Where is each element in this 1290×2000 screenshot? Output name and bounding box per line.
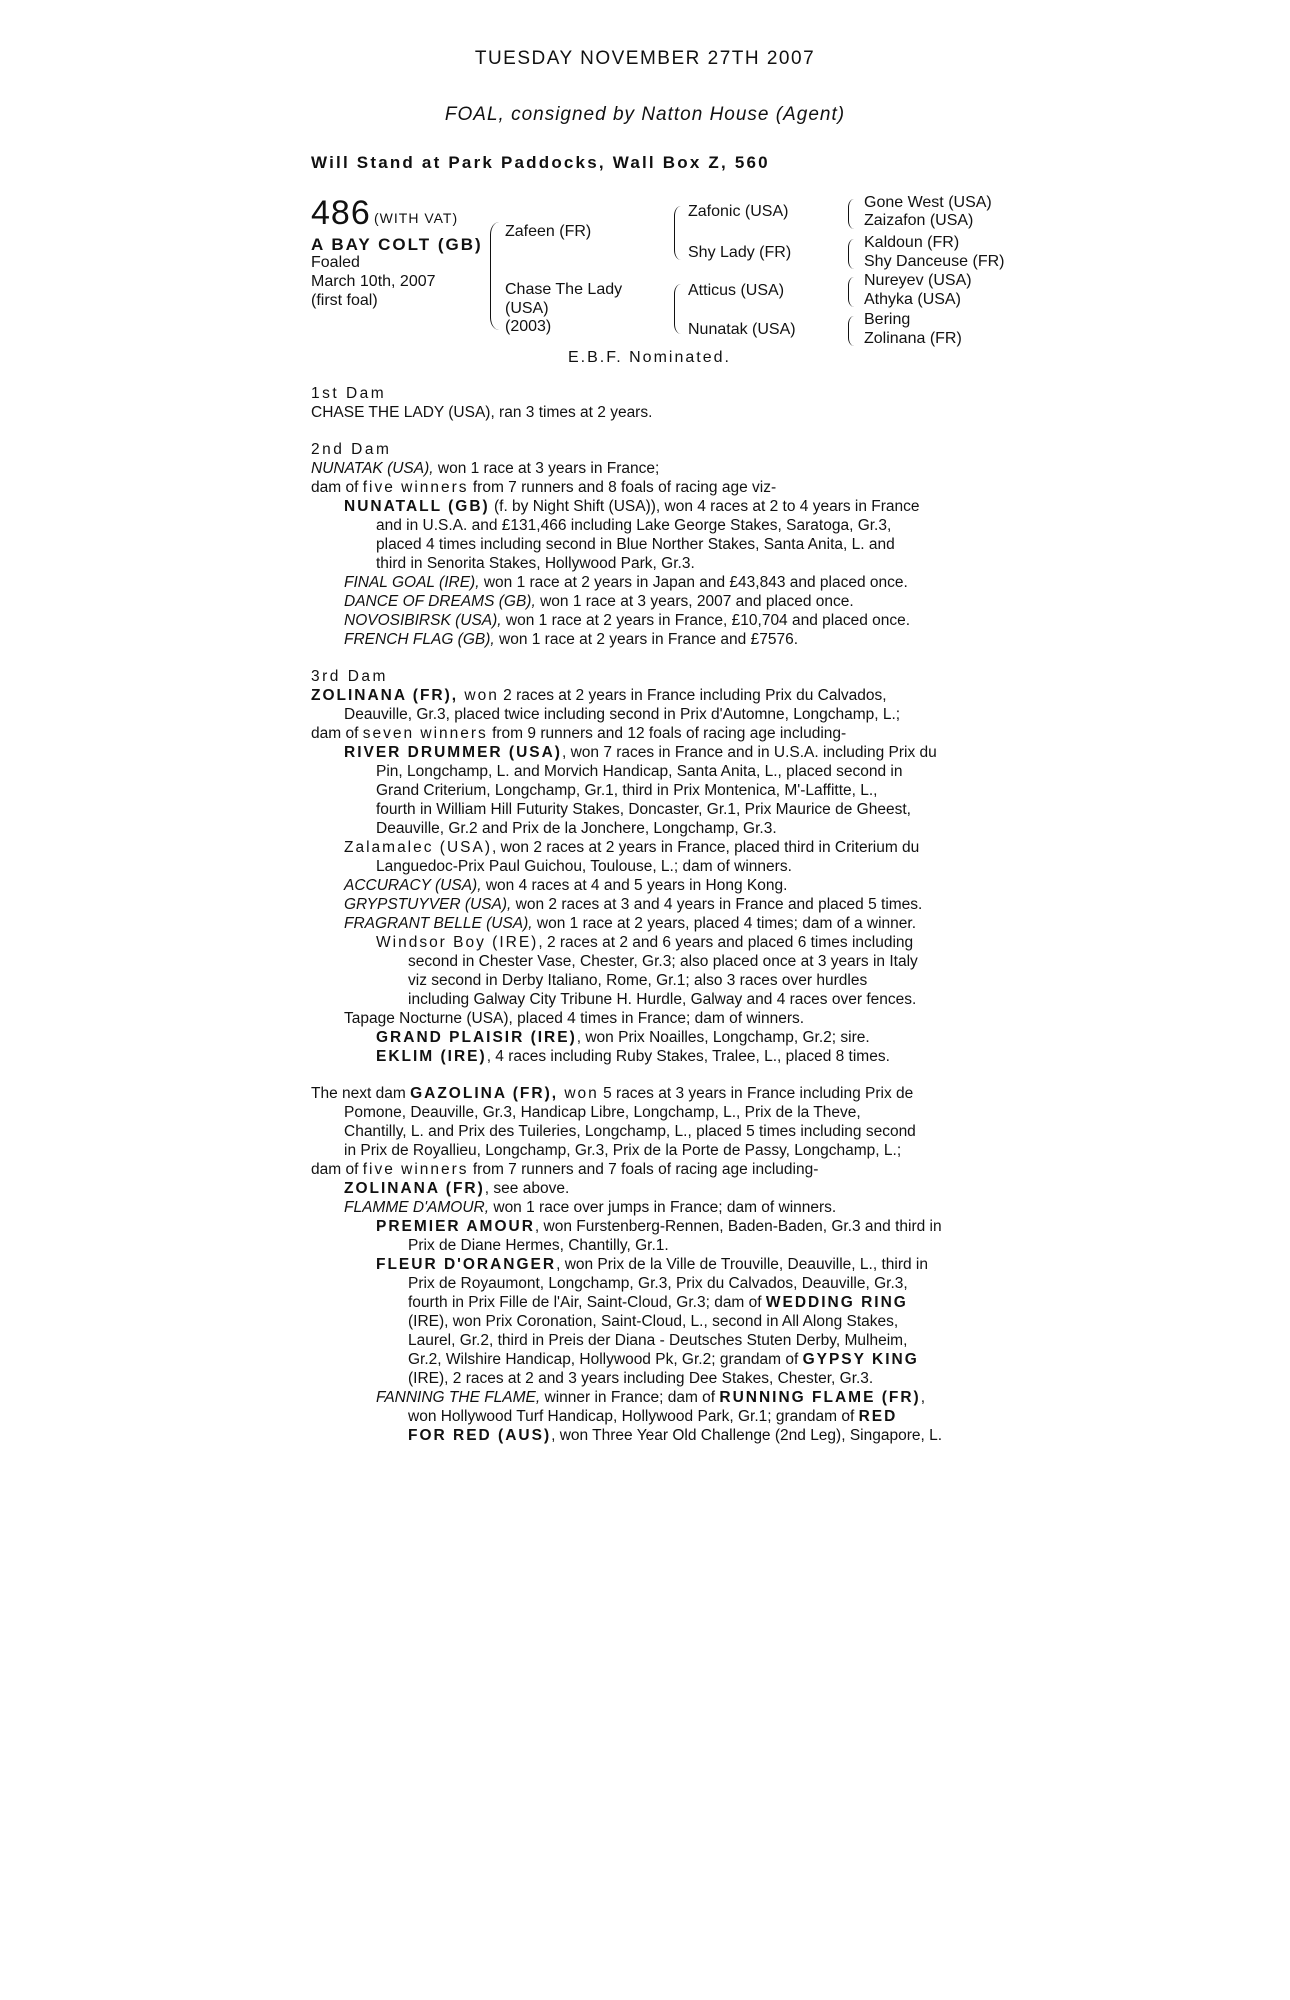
foaled-date: March 10th, 2007	[311, 273, 436, 290]
grand-produce-entry: PREMIER AMOUR, won Furstenberg-Rennen, Baden-Baden, Gr.3 and third in	[376, 1218, 942, 1235]
grand-produce-continuation: second in Chester Vase, Chester, Gr.3; also placed once at 3 years in Italy	[408, 953, 918, 970]
produce-entry-continuation: Languedoc-Prix Paul Guichou, Toulouse, L.; dam of winners.	[376, 858, 792, 875]
grand-produce-continuation: including Galway City Tribune H. Hurdle, Galway and 4 races over fences.	[408, 991, 917, 1008]
pedigree-dss: Nureyev (USA)	[864, 272, 972, 289]
produce-entry-continuation: Deauville, Gr.2 and Prix de la Jonchere, Longchamp, Gr.3.	[376, 820, 777, 837]
produce-entry: RIVER DRUMMER (USA), won 7 races in France and in U.S.A. including Prix du	[344, 744, 937, 761]
lot-number: 486	[311, 194, 371, 232]
pedigree-dds: Bering	[864, 311, 911, 328]
pedigree-ssd: Zaizafon (USA)	[864, 212, 974, 229]
third-dam-produce-summary: dam of seven winners from 9 runners and 12 foals of racing age including-	[311, 725, 847, 742]
pedigree-sire-sire: Zafonic (USA)	[688, 203, 789, 220]
stand-location: Will Stand at Park Paddocks, Wall Box Z, 560	[311, 153, 770, 172]
pedigree-dam-country: (USA)	[505, 300, 549, 317]
pedigree-dam-sire: Atticus (USA)	[688, 282, 785, 299]
third-dam-title: 3rd Dam	[311, 668, 388, 685]
grand-produce-continuation: viz second in Derby Italiano, Rome, Gr.1; also 3 races over hurdles	[408, 972, 868, 989]
next-dam-continuation: Pomone, Deauville, Gr.3, Handicap Libre, Longchamp, L., Prix de la Theve,	[344, 1104, 861, 1121]
produce-entry: Tapage Nocturne (USA), placed 4 times in France; dam of winners.	[344, 1010, 805, 1027]
next-dam-continuation: in Prix de Royallieu, Longchamp, Gr.3, Prix de la Porte de Passy, Longchamp, L.;	[344, 1142, 902, 1159]
pedigree-dam-name: Chase The Lady	[505, 281, 623, 298]
grand-produce-continuation: won Hollywood Turf Handicap, Hollywood Park, Gr.1; grandam of RED	[408, 1408, 898, 1425]
pedigree-sire: Zafeen (FR)	[505, 223, 592, 240]
produce-entry: Zalamalec (USA), won 2 races at 2 years in France, placed third in Criterium du	[344, 839, 920, 856]
produce-entry-continuation: third in Senorita Stakes, Hollywood Park, Gr.3.	[376, 555, 695, 572]
pedigree-sss: Gone West (USA)	[864, 194, 992, 211]
grand-produce-continuation: Prix de Royaumont, Longchamp, Gr.3, Prix du Calvados, Deauville, Gr.3,	[408, 1275, 908, 1292]
next-dam-continuation: Chantilly, L. and Prix des Tuileries, Longchamp, L., placed 5 times including second	[344, 1123, 916, 1140]
catalogue-body	[311, 384, 986, 1463]
pedigree-brace-main	[490, 222, 499, 330]
produce-entry-continuation: and in U.S.A. and £131,466 including Lake George Stakes, Saratoga, Gr.3,	[376, 517, 892, 534]
produce-entry: FLAMME D'AMOUR, won 1 race over jumps in France; dam of winners.	[344, 1199, 837, 1216]
second-dam-line: NUNATAK (USA), won 1 race at 3 years in France;	[311, 460, 660, 477]
pedigree-sds: Kaldoun (FR)	[864, 234, 960, 251]
produce-entry-continuation: Grand Criterium, Longchamp, Gr.1, third in Prix Montenica, M'-Laffitte, L.,	[376, 782, 878, 799]
produce-entry: ACCURACY (USA), won 4 races at 4 and 5 years in Hong Kong.	[344, 877, 788, 894]
produce-entry: FRENCH FLAG (GB), won 1 race at 2 years in France and £7576.	[344, 631, 798, 648]
third-dam-continuation: Deauville, Gr.3, placed twice including second in Prix d'Automne, Longchamp, L.;	[344, 706, 901, 723]
next-dam-line: The next dam GAZOLINA (FR), won 5 races at 3 years in France including Prix de	[311, 1085, 914, 1102]
pedigree-dsd: Athyka (USA)	[864, 291, 961, 308]
grand-produce-continuation: (IRE), won Prix Coronation, Saint-Cloud, L., second in All Along Stakes,	[408, 1313, 899, 1330]
grand-produce-continuation: fourth in Prix Fille de l'Air, Saint-Cloud, Gr.3; dam of WEDDING RING	[408, 1294, 908, 1311]
first-dam-section	[311, 384, 986, 422]
grand-produce-entry: FANNING THE FLAME, winner in France; dam of RUNNING FLAME (FR),	[376, 1389, 926, 1406]
lot-name: A BAY COLT (GB)	[311, 235, 483, 254]
third-dam-line: ZOLINANA (FR), won 2 races at 2 years in France including Prix du Calvados,	[311, 687, 887, 704]
produce-entry: FRAGRANT BELLE (USA), won 1 race at 2 years, placed 4 times; dam of a winner.	[344, 915, 917, 932]
grand-produce-continuation: FOR RED (AUS), won Three Year Old Challenge (2nd Leg), Singapore, L.	[408, 1427, 943, 1444]
grand-produce-entry: FLEUR D'ORANGER, won Prix de la Ville de Trouville, Deauville, L., third in	[376, 1256, 928, 1273]
grand-produce-continuation: Gr.2, Wilshire Handicap, Hollywood Pk, Gr.2; grandam of GYPSY KING	[408, 1351, 919, 1368]
pedigree-brace-ds	[848, 277, 854, 307]
produce-entry: NOVOSIBIRSK (USA), won 1 race at 2 years in France, £10,704 and placed once.	[344, 612, 911, 629]
pedigree-sire-dam: Shy Lady (FR)	[688, 244, 792, 261]
grand-produce-entry: Windsor Boy (IRE), 2 races at 2 and 6 years and placed 6 times including	[376, 934, 914, 951]
consignment-line: FOAL, consigned by Natton House (Agent)	[444, 104, 846, 125]
next-dam-produce-summary: dam of five winners from 7 runners and 7 foals of racing age including-	[311, 1161, 819, 1178]
produce-entry: DANCE OF DREAMS (GB), won 1 race at 3 years, 2007 and placed once.	[344, 593, 854, 610]
dam-name: NUNATAK (USA),	[311, 460, 434, 477]
pedigree-sdd: Shy Danceuse (FR)	[864, 253, 1005, 270]
grand-produce-entry: EKLIM (IRE), 4 races including Ruby Stakes, Tralee, L., placed 8 times.	[376, 1048, 890, 1065]
first-dam-title: 1st Dam	[311, 385, 387, 402]
pedigree-dam-dam: Nunatak (USA)	[688, 321, 796, 338]
first-foal-note: (first foal)	[311, 292, 378, 309]
produce-entry-continuation: placed 4 times including second in Blue Norther Stakes, Santa Anita, L. and	[376, 536, 895, 553]
produce-entry: GRYPSTUYVER (USA), won 2 races at 3 and 4 years in France and placed 5 times.	[344, 896, 923, 913]
pedigree-brace-ss	[848, 199, 854, 229]
grand-produce-entry: GRAND PLAISIR (IRE), won Prix Noailles, Longchamp, Gr.2; sire.	[376, 1029, 870, 1046]
grand-produce-continuation: Laurel, Gr.2, third in Preis der Diana - Deutsches Stuten Derby, Mulheim,	[408, 1332, 908, 1349]
third-dam-section	[311, 667, 986, 1066]
pedigree-brace-dam	[674, 284, 681, 334]
produce-entry-continuation: fourth in William Hill Futurity Stakes, Doncaster, Gr.1, Prix Maurice de Gheest,	[376, 801, 911, 818]
produce-entry-continuation: Pin, Longchamp, L. and Morvich Handicap, Santa Anita, L., placed second in	[376, 763, 903, 780]
produce-entry: ZOLINANA (FR), see above.	[344, 1180, 570, 1197]
foaled-label: Foaled	[311, 254, 360, 271]
grand-produce-continuation: Prix de Diane Hermes, Chantilly, Gr.1.	[408, 1237, 669, 1254]
pedigree-brace-dd	[848, 316, 854, 346]
vat-note: (WITH VAT)	[374, 210, 459, 226]
next-dam-section	[311, 1084, 986, 1445]
produce-entry: FINAL GOAL (IRE), won 1 race at 2 years in Japan and £43,843 and placed once.	[344, 574, 908, 591]
grand-produce-continuation: (IRE), 2 races at 2 and 3 years including Dee Stakes, Chester, Gr.3.	[408, 1370, 874, 1387]
pedigree-ddd: Zolinana (FR)	[864, 330, 962, 347]
ebf-nominated: E.B.F. Nominated.	[568, 349, 731, 366]
second-dam-produce-summary: dam of five winners from 7 runners and 8 foals of racing age viz-	[311, 479, 777, 496]
second-dam-section	[311, 440, 986, 649]
second-dam-title: 2nd Dam	[311, 441, 392, 458]
first-dam-text: CHASE THE LADY (USA), ran 3 times at 2 years.	[311, 404, 653, 421]
pedigree-dam-year: (2003)	[505, 318, 552, 335]
pedigree-brace-sire	[674, 206, 681, 260]
sale-date: TUESDAY NOVEMBER 27TH 2007	[474, 48, 816, 69]
pedigree-brace-sd	[848, 239, 854, 269]
produce-entry: NUNATALL (GB) (f. by Night Shift (USA)), won 4 races at 2 to 4 years in France	[344, 498, 920, 515]
